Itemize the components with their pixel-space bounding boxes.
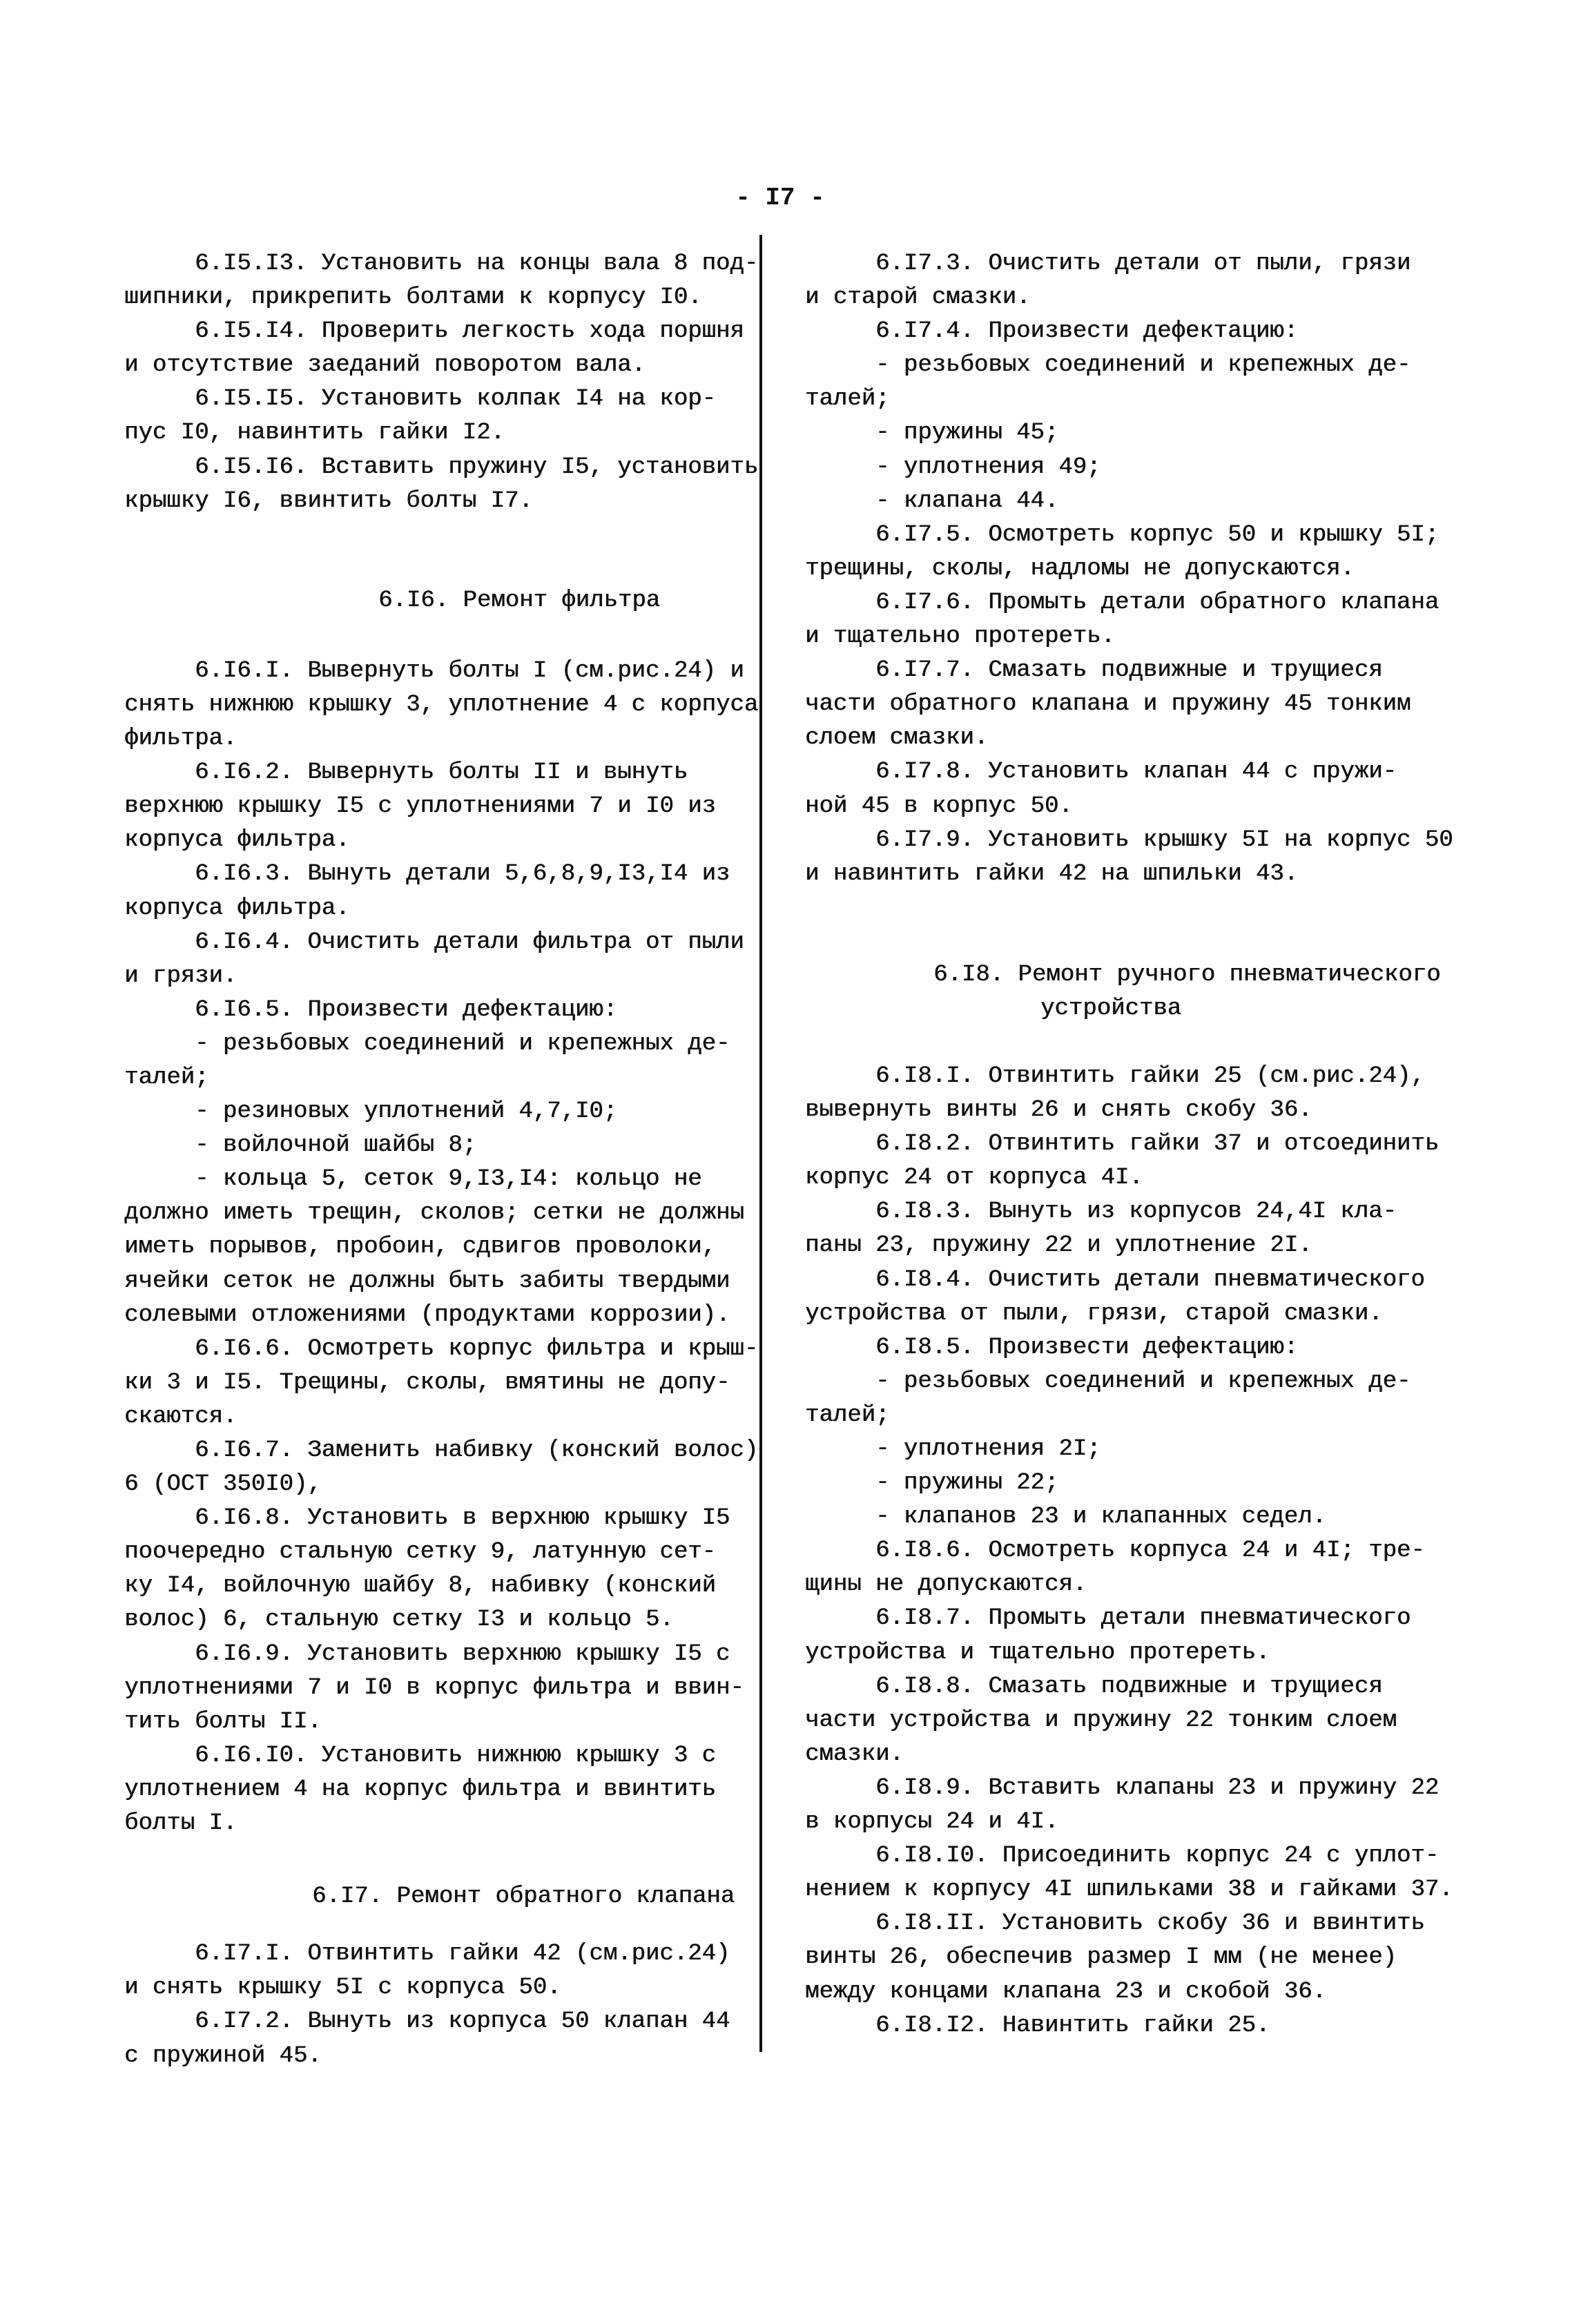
- text-line: 6.I7.3. Очистить детали от пыли, грязи: [875, 251, 1411, 277]
- paragraph: [124, 1333, 759, 1434]
- text-line: 6.I7.4. Произвести дефектацию:: [875, 318, 1299, 345]
- paragraph: [805, 1534, 1447, 1602]
- paragraph: [124, 315, 753, 383]
- text-line: 6.I8.4. Очистить детали пневматического: [875, 1266, 1425, 1293]
- text-line: 6.I7.8. Установить клапан 44 с пружи-: [875, 759, 1397, 786]
- text-line: - кольца 5, сеток 9,I3,I4: кольцо не: [195, 1166, 702, 1193]
- text-line: корпуса фильтра.: [124, 827, 350, 854]
- text-line: 6.I7.I. Отвинтить гайки 42 (см.рис.24): [195, 1941, 730, 1968]
- text-line: - клапанов 23 и клапанных седел.: [875, 1504, 1326, 1531]
- right-column: [805, 247, 1453, 2043]
- text-line: в корпусы 24 и 4I.: [805, 1809, 1059, 1836]
- text-line: уплотнением 4 на корпус фильтра и ввинтить: [124, 1776, 716, 1803]
- section-heading: [805, 958, 1447, 1026]
- text-line: - уплотнения 2I;: [875, 1436, 1101, 1462]
- text-line: 6.I8.6. Осмотреть корпуса 24 и 4I; тре-: [875, 1538, 1425, 1565]
- text-line: 6.I6.6. Осмотреть корпус фильтра и крыш-: [195, 1335, 759, 1362]
- text-line: устройства и тщательно протереть.: [805, 1639, 1270, 1666]
- text-line: 6.I6.8. Установить в верхнюю крышку I5: [195, 1505, 730, 1532]
- text-line: - уплотнения 49;: [875, 454, 1101, 481]
- text-line: 6.I6.5. Произвести дефектацию:: [195, 996, 618, 1023]
- text-line: талей;: [805, 1402, 890, 1429]
- text-line: 6.I5.I5. Установить колпак I4 на кор-: [195, 386, 716, 413]
- text-line: 6.I5.I6. Вставить пружину I5, установить: [195, 454, 759, 481]
- text-line: крышку I6, ввинтить болты I7.: [124, 487, 533, 514]
- text-line: болты I.: [124, 1810, 237, 1837]
- text-line: - войлочной шайбы 8;: [195, 1132, 477, 1159]
- text-line: 6.I6.I. Вывернуть болты I (см.рис.24) и: [195, 657, 744, 684]
- text-line: 6.I7.2. Вынуть из корпуса 50 клапан 44: [195, 2008, 730, 2035]
- text-line: снять нижнюю крышку 3, уплотнение 4 с корпуса: [124, 691, 759, 718]
- paragraph: [805, 1127, 1447, 1195]
- list-item: [805, 349, 1447, 416]
- text-line: смазки.: [805, 1741, 904, 1768]
- paragraph: [805, 1331, 1447, 1365]
- paragraph: [124, 1739, 753, 1841]
- text-line: - клапана 44.: [875, 487, 1059, 514]
- text-line: - пружины 22;: [875, 1470, 1059, 1497]
- text-line: - резиновых уплотнений 4,7,I0;: [195, 1098, 618, 1125]
- text-line: 6.I7. Ремонт обратного клапана: [312, 1884, 735, 1910]
- text-line: между концами клапана 23 и скобой 36.: [805, 1978, 1326, 2005]
- text-line: устройства: [1040, 995, 1182, 1022]
- paragraph: [805, 586, 1447, 654]
- list-item: [805, 1500, 1447, 1534]
- text-line: 6.I8. Ремонт ручного пневматического: [933, 961, 1441, 988]
- text-line: 6.I5.I3. Установить на концы вала 8 под-: [195, 251, 759, 277]
- text-line: иметь порывов, пробоин, сдвигов проволоки,: [124, 1234, 716, 1261]
- text-line: щины не допускаются.: [805, 1571, 1087, 1598]
- text-line: 6 (ОСТ 350I0),: [124, 1471, 322, 1498]
- paragraph: [805, 1195, 1447, 1263]
- text-line: 6.I8.5. Произвести дефектацию:: [875, 1334, 1299, 1361]
- text-line: пус I0, навинтить гайки I2.: [124, 420, 505, 447]
- text-line: 6.I6.I0. Установить нижнюю крышку 3 с: [195, 1742, 716, 1769]
- text-line: устройства от пыли, грязи, старой смазки.: [805, 1300, 1383, 1327]
- paragraph: [805, 2009, 1447, 2043]
- text-line: солевыми отложениями (продуктами коррозии).: [124, 1301, 730, 1328]
- text-line: талей;: [805, 386, 890, 413]
- text-line: и отсутствие заеданий поворотом вала.: [124, 352, 646, 379]
- paragraph: [805, 1263, 1447, 1331]
- text-line: тить болты II.: [124, 1708, 322, 1735]
- text-line: верхнюю крышку I5 с уплотнениями 7 и I0 из: [124, 793, 716, 820]
- paragraph: [805, 1602, 1447, 1669]
- list-item: [805, 1466, 1447, 1500]
- text-line: корпус 24 от корпуса 4I.: [805, 1165, 1143, 1192]
- text-line: - резьбовых соединений и крепежных де-: [875, 352, 1411, 379]
- text-line: 6.I8.I2. Навинтить гайки 25.: [875, 2012, 1270, 2039]
- text-line: ной 45 в корпус 50.: [805, 793, 1073, 820]
- text-line: с пружиной 45.: [124, 2042, 322, 2069]
- paragraph: [805, 1060, 1447, 1127]
- list-item: [124, 1027, 753, 1095]
- text-line: 6.I8.I. Отвинтить гайки 25 (см.рис.24),: [875, 1063, 1425, 1090]
- text-line: - резьбовых соединений и крепежных де-: [875, 1368, 1411, 1395]
- text-line: 6.I7.5. Осмотреть корпус 50 и крышку 5I;: [875, 521, 1439, 548]
- paragraph: [124, 247, 759, 315]
- paragraph: [124, 1638, 753, 1739]
- text-line: ячейки сеток не должны быть забиты твердыми: [124, 1268, 730, 1295]
- section-heading: [124, 1880, 753, 1914]
- text-line: 6.I6.3. Вынуть детали 5,6,8,9,I3,I4 из: [195, 861, 730, 888]
- paragraph: [124, 451, 759, 519]
- text-line: шипники, прикрепить болтами к корпусу I0.: [124, 284, 702, 311]
- paragraph: [124, 926, 753, 994]
- text-line: 6.I8.9. Вставить клапаны 23 и пружину 22: [875, 1774, 1439, 1801]
- page-number: - I7 -: [735, 184, 825, 212]
- paragraph: [124, 655, 759, 756]
- paragraph: [124, 1434, 759, 1502]
- text-line: скаются.: [124, 1403, 237, 1430]
- text-line: ки 3 и I5. Трещины, сколы, вмятины не допу-: [124, 1369, 730, 1396]
- paragraph: [124, 994, 753, 1027]
- text-line: волос) 6, стальную сетку I3 и кольцо 5.: [124, 1607, 674, 1634]
- list-item: [805, 485, 1447, 519]
- text-line: - резьбовых соединений и крепежных де-: [195, 1030, 730, 1057]
- text-line: 6.I5.I4. Проверить легкость хода поршня: [195, 318, 744, 345]
- paragraph: [805, 1670, 1447, 1772]
- text-line: винты 26, обеспечив размер I мм (не менее): [805, 1944, 1397, 1971]
- text-line: 6.I6.9. Установить верхнюю крышку I5 с: [195, 1640, 730, 1667]
- text-line: части обратного клапана и пружину 45 тонким: [805, 691, 1411, 718]
- text-line: части устройства и пружину 22 тонким слоем: [805, 1707, 1397, 1734]
- text-line: нением к корпусу 4I шпильками 38 и гайками 37.: [805, 1877, 1453, 1904]
- text-line: - пружины 45;: [875, 420, 1059, 447]
- list-item: [124, 1095, 753, 1129]
- paragraph: [124, 1937, 753, 2005]
- paragraph: [805, 315, 1447, 349]
- text-line: и старой смазки.: [805, 284, 1031, 311]
- text-line: 6.I8.II. Установить скобу 36 и ввинтить: [875, 1910, 1425, 1937]
- text-line: корпуса фильтра.: [124, 895, 350, 922]
- text-line: поочередно стальную сетку 9, латунную сет-: [124, 1539, 716, 1566]
- text-line: 6.I6.2. Вывернуть болты II и вынуть: [195, 759, 688, 786]
- text-line: 6.I7.7. Смазать подвижные и трущиеся: [875, 657, 1383, 684]
- paragraph: [124, 2005, 753, 2073]
- text-line: вывернуть винты 26 и снять скобу 36.: [805, 1097, 1312, 1124]
- paragraph: [805, 1907, 1447, 2008]
- text-line: паны 23, пружину 22 и уплотнение 2I.: [805, 1232, 1312, 1259]
- paragraph: [124, 858, 753, 925]
- text-line: 6.I8.3. Вынуть из корпусов 24,4I кла-: [875, 1199, 1397, 1226]
- text-line: должно иметь трещин, сколов; сетки не должны: [124, 1200, 744, 1227]
- column-divider: [759, 235, 762, 2052]
- text-line: ку I4, войлочную шайбу 8, набивку (конский: [124, 1573, 716, 1600]
- text-line: 6.I7.6. Промыть детали обратного клапана: [875, 589, 1439, 616]
- text-line: и тщательно протереть.: [805, 623, 1115, 650]
- text-line: 6.I6. Ремонт фильтра: [378, 587, 661, 614]
- text-line: 6.I8.I0. Присоединить корпус 24 с уплот-: [875, 1843, 1439, 1870]
- paragraph: [805, 654, 1447, 755]
- paragraph: [805, 1839, 1453, 1907]
- text-line: трещины, сколы, надломы не допускаются.: [805, 555, 1355, 582]
- text-line: и навинтить гайки 42 на шпильки 43.: [805, 860, 1299, 887]
- list-item: [124, 1129, 753, 1163]
- text-line: фильтра.: [124, 726, 237, 753]
- paragraph: [124, 1502, 753, 1637]
- text-line: слоем смазки.: [805, 725, 989, 752]
- text-line: 6.I8.2. Отвинтить гайки 37 и отсоединить: [875, 1131, 1439, 1158]
- paragraph: [805, 824, 1453, 891]
- list-item: [805, 1365, 1447, 1433]
- left-column: [124, 247, 759, 2073]
- list-item: [805, 416, 1447, 450]
- text-line: 6.I7.9. Установить крышку 5I на корпус 50: [875, 826, 1453, 853]
- paragraph: [805, 1772, 1447, 1839]
- list-item: [124, 1163, 753, 1332]
- text-line: 6.I6.4. Очистить детали фильтра от пыли: [195, 929, 744, 956]
- paragraph: [805, 755, 1447, 823]
- paragraph: [124, 756, 753, 858]
- paragraph: [805, 247, 1447, 315]
- paragraph: [805, 519, 1447, 586]
- text-line: талей;: [124, 1064, 209, 1091]
- text-line: и снять крышку 5I с корпуса 50.: [124, 1975, 561, 2002]
- paragraph: [124, 383, 753, 450]
- text-line: 6.I8.8. Смазать подвижные и трущиеся: [875, 1673, 1383, 1700]
- text-line: уплотнениями 7 и I0 в корпус фильтра и ввин-: [124, 1674, 744, 1701]
- section-heading: [124, 584, 753, 618]
- list-item: [805, 451, 1447, 485]
- list-item: [805, 1433, 1447, 1466]
- text-line: 6.I6.7. Заменить набивку (конский волос): [195, 1437, 759, 1464]
- text-line: и грязи.: [124, 962, 237, 989]
- text-line: 6.I8.7. Промыть детали пневматического: [875, 1605, 1411, 1632]
